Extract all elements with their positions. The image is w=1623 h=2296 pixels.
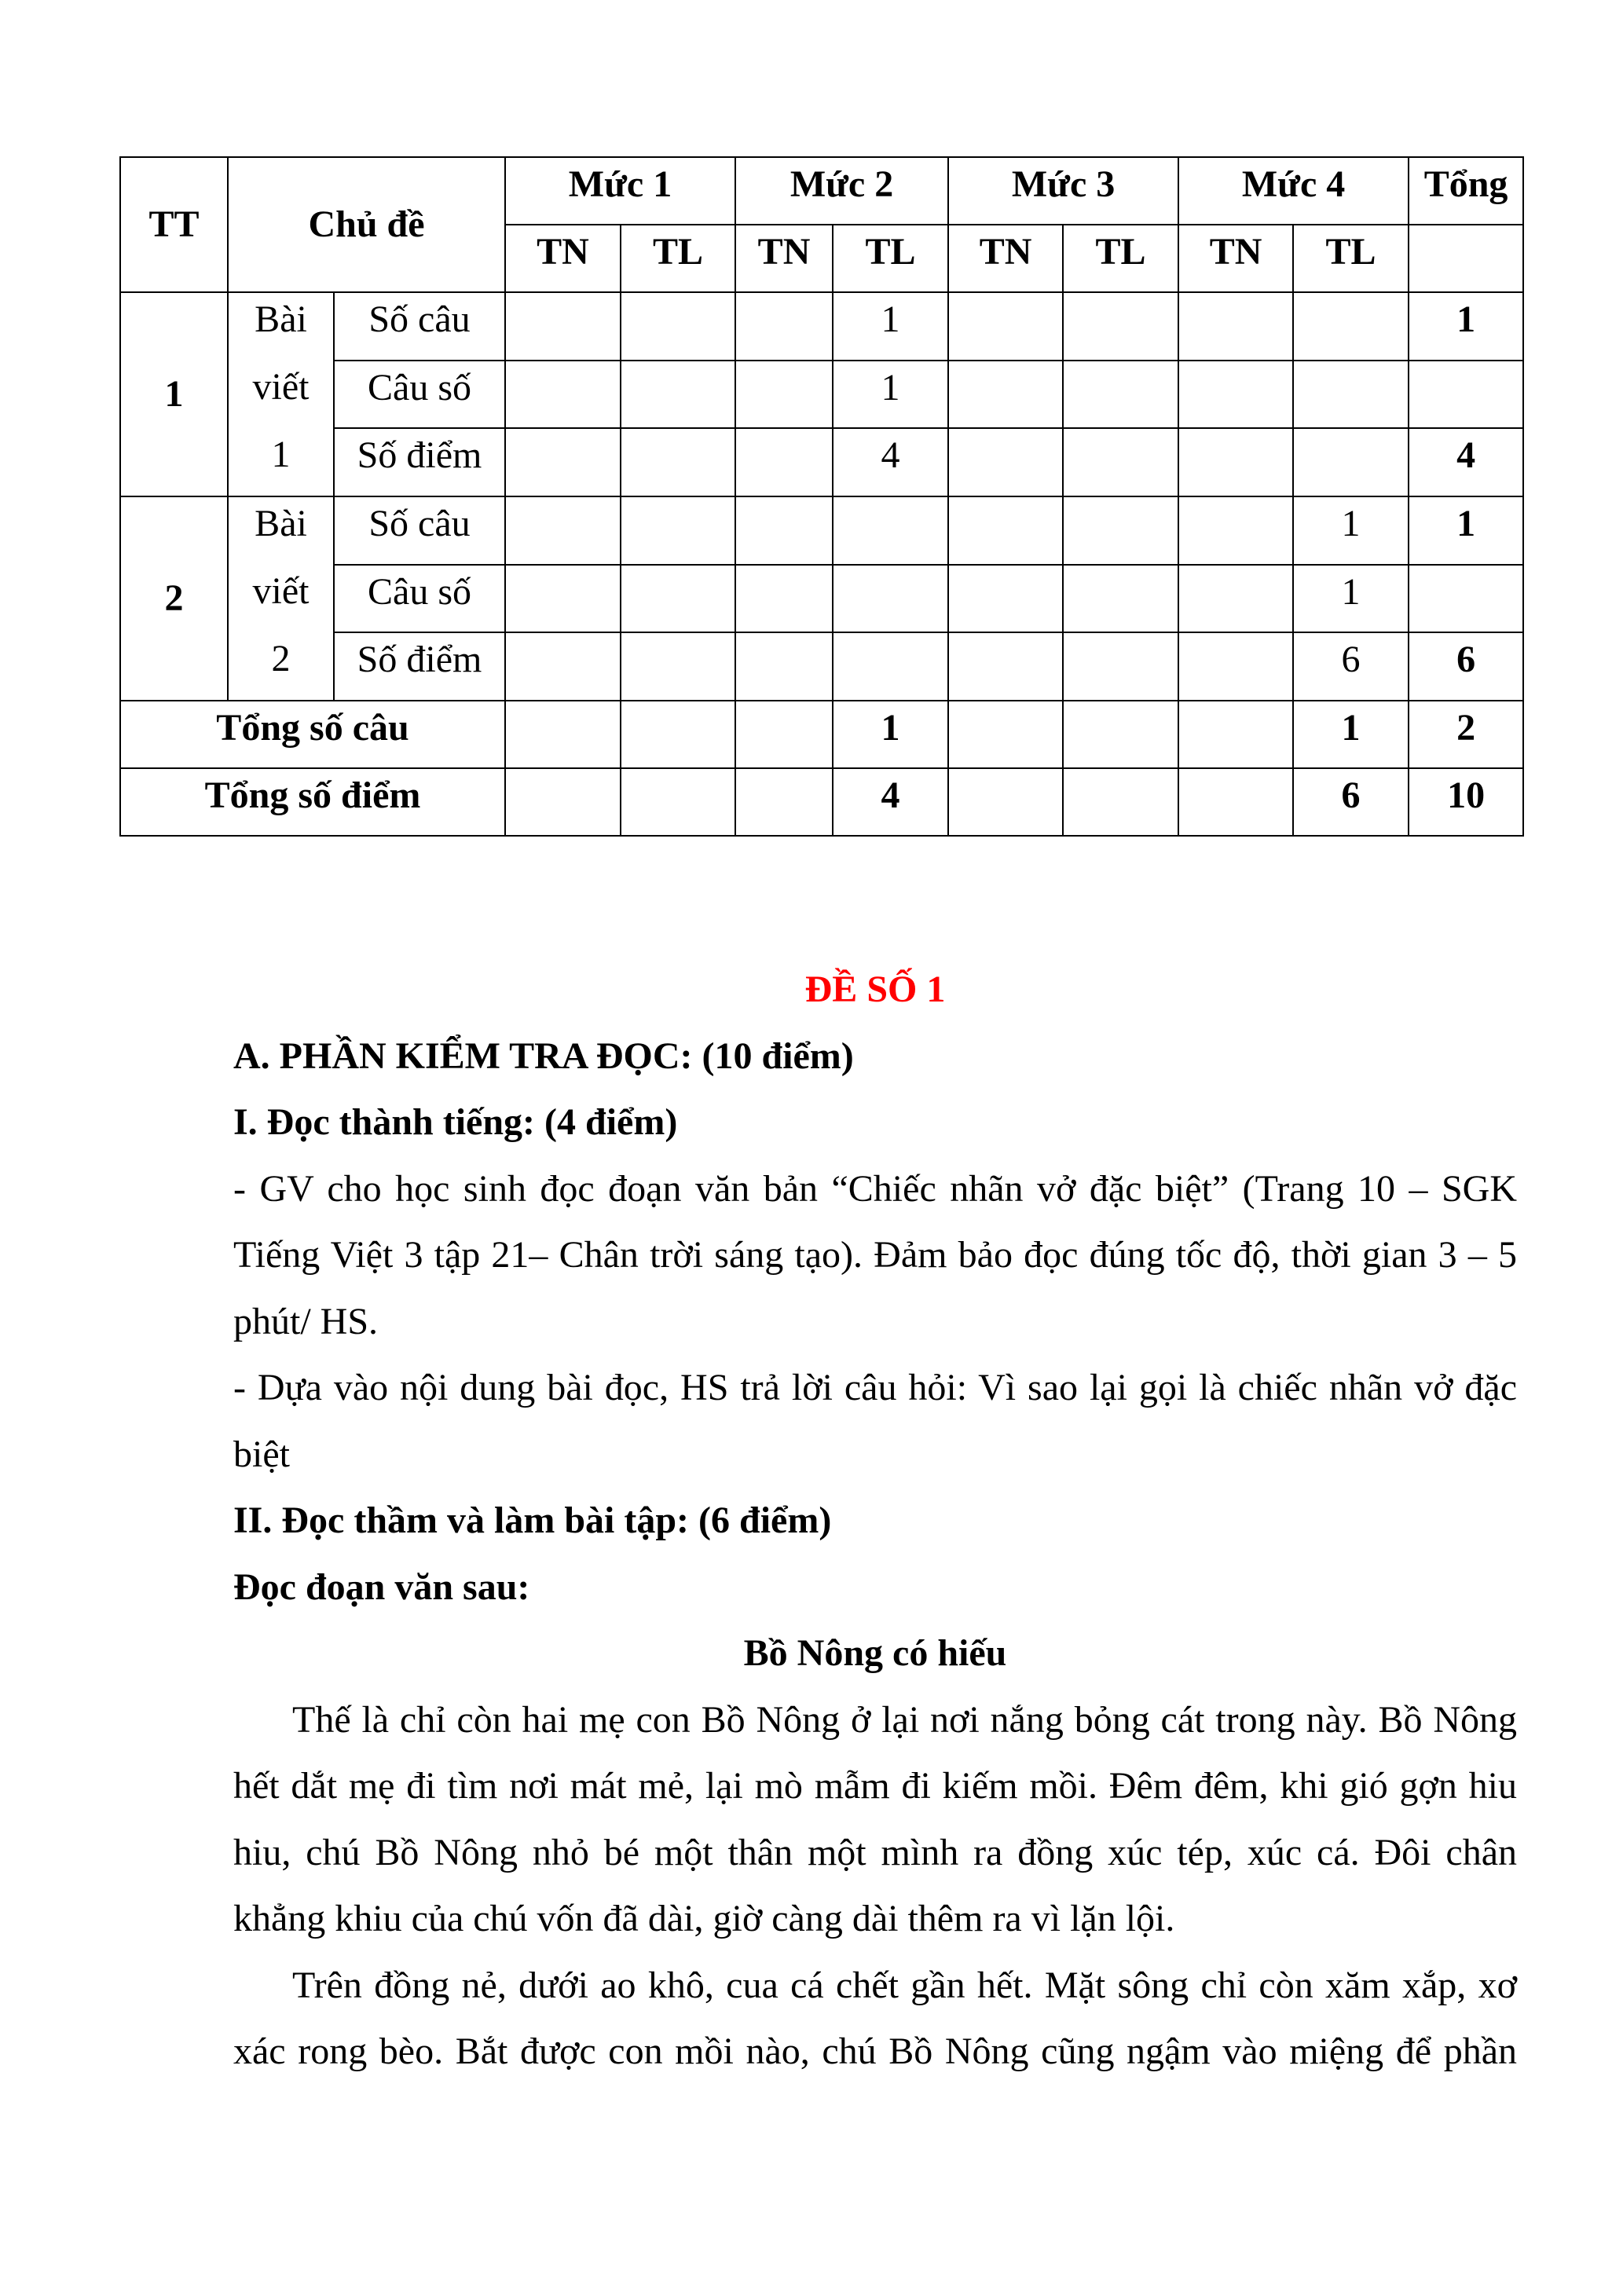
- value-cell: [505, 632, 621, 701]
- document-body: [233, 957, 1517, 2085]
- story-paragraph-2: [233, 1953, 1517, 2085]
- text-line: khẳng khiu của chú vốn đã dài, giờ càng dài thêm ra vì lặn lội.: [233, 1898, 1175, 1939]
- exam-title: ĐỀ SỐ 1: [804, 969, 946, 1010]
- group-number: 1: [120, 292, 228, 496]
- value-cell: [833, 632, 948, 701]
- value-cell: [621, 292, 735, 361]
- summary-value-cell: [505, 768, 621, 836]
- story-paragraph-1: [233, 1687, 1517, 1953]
- value-cell: [1178, 496, 1293, 565]
- header-level: Mức 3: [948, 157, 1178, 225]
- value-cell: 1: [833, 292, 948, 361]
- summary-total-cell: 10: [1409, 768, 1523, 836]
- value-cell: [1178, 361, 1293, 429]
- text-line: - GV cho học sinh đọc đoạn văn bản “Chiếc nhãn vở đặc biệt” (Trang 10 – SGK: [233, 1167, 1517, 1210]
- header-tt: TT: [120, 157, 228, 292]
- value-cell: [505, 496, 621, 565]
- topic-line: Bài: [255, 503, 307, 544]
- subheader-cell: TL: [833, 225, 948, 292]
- row-label: Số điểm: [334, 428, 505, 496]
- total-cell: 6: [1409, 632, 1523, 701]
- summary-value-cell: [1063, 768, 1178, 836]
- summary-label: Tổng số câu: [120, 701, 505, 768]
- value-cell: [505, 292, 621, 361]
- summary-value-cell: [948, 701, 1063, 768]
- value-cell: [735, 565, 833, 633]
- value-cell: [505, 361, 621, 429]
- text-line: hiu, chú Bồ Nông nhỏ bé một thân một mình ra đồng xúc tép, xúc cá. Đôi chân: [233, 1831, 1517, 1873]
- group-topic: [228, 496, 334, 701]
- value-cell: [1293, 292, 1409, 361]
- value-cell: [621, 428, 735, 496]
- section-i-heading: I. Đọc thành tiếng: (4 điểm): [233, 1101, 678, 1143]
- value-cell: [621, 632, 735, 701]
- row-label: Số câu: [334, 496, 505, 565]
- table-row: [120, 292, 1523, 361]
- topic-line: 1: [271, 434, 291, 475]
- subheader-empty: [1409, 225, 1523, 292]
- value-cell: [505, 428, 621, 496]
- value-cell: [621, 496, 735, 565]
- summary-value-cell: [1178, 768, 1293, 836]
- text-line: phút/ HS.: [233, 1300, 379, 1342]
- topic-line: viết: [252, 570, 310, 612]
- row-label: Câu số: [334, 565, 505, 633]
- value-cell: [1063, 565, 1178, 633]
- total-cell: [1409, 361, 1523, 429]
- value-cell: 4: [833, 428, 948, 496]
- summary-value-cell: [505, 701, 621, 768]
- value-cell: [948, 565, 1063, 633]
- subheader-cell: TL: [1063, 225, 1178, 292]
- header-row: [120, 157, 1523, 225]
- topic-line: 2: [271, 638, 291, 679]
- subheader-cell: TN: [505, 225, 621, 292]
- subheader-cell: TL: [1293, 225, 1409, 292]
- section-a-heading: A. PHẦN KIỂM TRA ĐỌC: (10 điểm): [233, 1034, 854, 1077]
- value-cell: [833, 496, 948, 565]
- score-matrix-table: [119, 156, 1524, 837]
- row-label: Câu số: [334, 361, 505, 429]
- value-cell: [735, 292, 833, 361]
- topic-line: viết: [252, 366, 310, 408]
- value-cell: [1293, 361, 1409, 429]
- instruction-paragraph-1: [233, 1156, 1517, 1356]
- summary-value-cell: 1: [1293, 701, 1409, 768]
- value-cell: [735, 632, 833, 701]
- summary-row: [120, 768, 1523, 836]
- group-topic: [228, 292, 334, 496]
- value-cell: [948, 496, 1063, 565]
- table-row: [120, 496, 1523, 565]
- topic-line: Bài: [255, 298, 307, 340]
- text-line: hết dắt mẹ đi tìm nơi mát mẻ, lại mò mẫm đi kiếm mồi. Đêm đêm, khi gió gợn hiu: [233, 1765, 1517, 1807]
- text-line: biệt: [233, 1433, 290, 1475]
- summary-value-cell: [735, 701, 833, 768]
- value-cell: [735, 428, 833, 496]
- read-prompt: Đọc đoạn văn sau:: [233, 1565, 530, 1608]
- header-level: Mức 2: [735, 157, 948, 225]
- total-cell: 1: [1409, 496, 1523, 565]
- value-cell: [735, 496, 833, 565]
- summary-value-cell: [621, 768, 735, 836]
- value-cell: 1: [833, 361, 948, 429]
- subheader-cell: TN: [948, 225, 1063, 292]
- summary-label: Tổng số điểm: [120, 768, 505, 836]
- text-line: Thế là chỉ còn hai mẹ con Bồ Nông ở lại nơi nắng bỏng cát trong này. Bồ Nông: [292, 1698, 1517, 1741]
- value-cell: 1: [1293, 496, 1409, 565]
- value-cell: [833, 565, 948, 633]
- value-cell: [1178, 428, 1293, 496]
- value-cell: [948, 428, 1063, 496]
- story-title: Bồ Nông có hiếu: [743, 1632, 1007, 1674]
- summary-value-cell: 1: [833, 701, 948, 768]
- value-cell: [1063, 496, 1178, 565]
- header-topic: Chủ đề: [228, 157, 505, 292]
- text-line: Trên đồng nẻ, dưới ao khô, cua cá chết gần hết. Mặt sông chỉ còn xăm xắp, xơ: [292, 1964, 1517, 2006]
- summary-total-cell: 2: [1409, 701, 1523, 768]
- value-cell: [1178, 565, 1293, 633]
- value-cell: [948, 361, 1063, 429]
- value-cell: [1063, 428, 1178, 496]
- total-cell: 1: [1409, 292, 1523, 361]
- subheader-cell: TL: [621, 225, 735, 292]
- summary-value-cell: [621, 701, 735, 768]
- section-ii-heading: II. Đọc thầm và làm bài tập: (6 điểm): [233, 1500, 832, 1541]
- row-label: Số câu: [334, 292, 505, 361]
- row-label: Số điểm: [334, 632, 505, 701]
- text-line: - Dựa vào nội dung bài đọc, HS trả lời câu hỏi: Vì sao lại gọi là chiếc nhãn vở đặc: [233, 1367, 1517, 1408]
- value-cell: 1: [1293, 565, 1409, 633]
- header-total: Tổng: [1409, 157, 1523, 225]
- value-cell: [1178, 292, 1293, 361]
- value-cell: [621, 565, 735, 633]
- value-cell: [948, 292, 1063, 361]
- summary-value-cell: [1063, 701, 1178, 768]
- summary-row: [120, 701, 1523, 768]
- header-level: Mức 4: [1178, 157, 1409, 225]
- value-cell: [1063, 292, 1178, 361]
- value-cell: 6: [1293, 632, 1409, 701]
- value-cell: [1063, 632, 1178, 701]
- value-cell: [1178, 632, 1293, 701]
- instruction-paragraph-2: [233, 1355, 1517, 1488]
- value-cell: [1063, 361, 1178, 429]
- value-cell: [948, 632, 1063, 701]
- summary-value-cell: 6: [1293, 768, 1409, 836]
- total-cell: [1409, 565, 1523, 633]
- subheader-cell: TN: [1178, 225, 1293, 292]
- total-cell: 4: [1409, 428, 1523, 496]
- text-line: xác rong bèo. Bắt được con mồi nào, chú Bồ Nông cũng ngậm vào miệng để phần: [233, 2031, 1517, 2072]
- value-cell: [505, 565, 621, 633]
- value-cell: [735, 361, 833, 429]
- summary-value-cell: 4: [833, 768, 948, 836]
- header-level: Mức 1: [505, 157, 735, 225]
- summary-value-cell: [735, 768, 833, 836]
- summary-value-cell: [948, 768, 1063, 836]
- value-cell: [1293, 428, 1409, 496]
- summary-value-cell: [1178, 701, 1293, 768]
- group-number: 2: [120, 496, 228, 701]
- subheader-cell: TN: [735, 225, 833, 292]
- text-line: Tiếng Việt 3 tập 21– Chân trời sáng tạo). Đảm bảo đọc đúng tốc độ, thời gian 3 – 5: [233, 1234, 1517, 1276]
- value-cell: [621, 361, 735, 429]
